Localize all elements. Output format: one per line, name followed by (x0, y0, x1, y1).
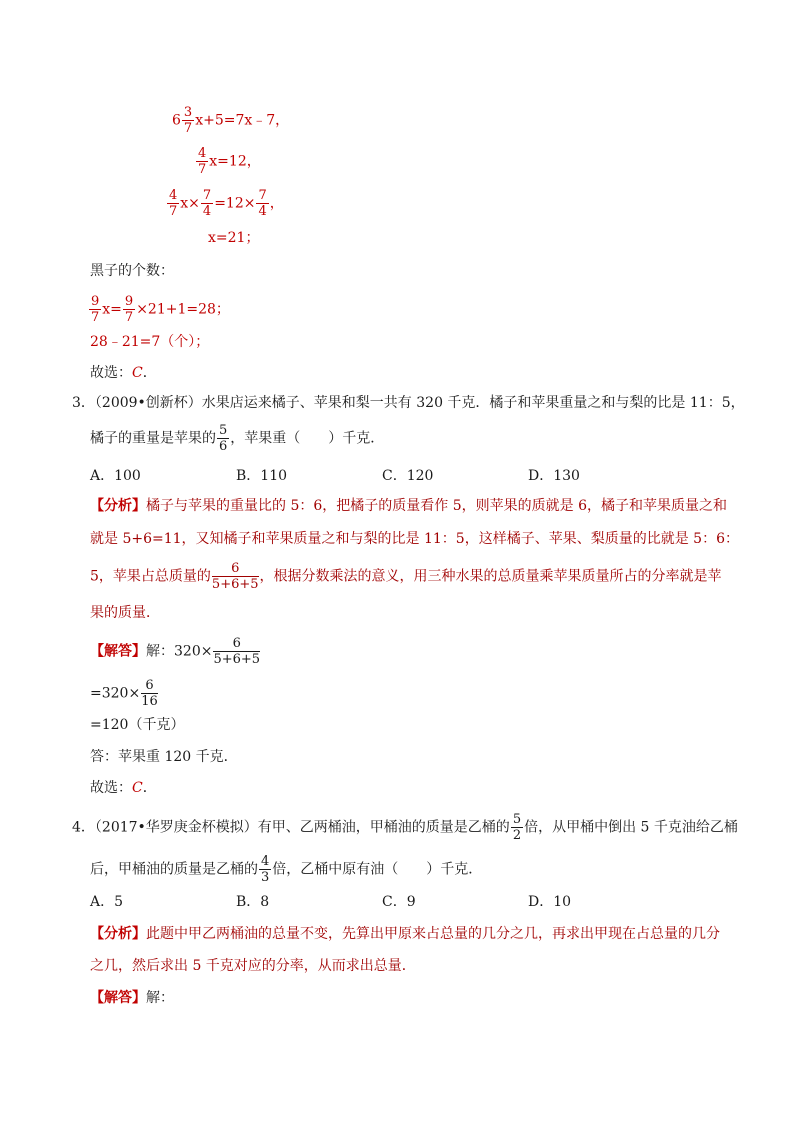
fraction: $\frac{6}{5+6+5}$ (211, 561, 259, 592)
option-c[interactable]: C．120 (382, 468, 434, 484)
question-4-line-1: 4．（2017•华罗庚金杯模拟）有甲、乙两桶油，甲桶油的质量是乙桶的 $\frac{5}{2}$ 倍，从甲桶中倒出 5 千克油给乙桶 (72, 812, 738, 843)
question-3-solution: 【解答】解：320× $\frac{6}{5+6+5}$ (90, 636, 261, 667)
fraction: $\frac{7}{4}$ (202, 188, 212, 219)
option-b[interactable]: B．8 (236, 894, 270, 910)
question-3-line-2: 橘子的重量是苹果的 $\frac{5}{6}$ ，苹果重（ ）千克． (90, 423, 385, 454)
fraction: $\frac{6}{5+6+5}$ (213, 636, 261, 667)
option-d[interactable]: D．130 (528, 468, 580, 484)
question-3-line-1: 3．（2009•创新杯）水果店运来橘子、苹果和梨一共有 320 千克．橘子和苹果重量之和与梨的比是 11：5， (72, 395, 745, 411)
fraction: $\frac{7}{4}$ (258, 188, 267, 219)
equation-line-1: 6 $\frac{3}{7}$ x+5=7x﹣7， (172, 105, 290, 136)
analysis-tag: 【分析】 (90, 926, 146, 942)
question-number: 3． (72, 395, 95, 411)
question-3-analysis-3: 5，苹果占总质量的 $\frac{6}{5+6+5}$ ，根据分数乘法的意义，用三种水果的总质量乘苹果质量所占的分率就是苹 (90, 561, 722, 592)
fraction: $\frac{4}{7}$ (198, 146, 207, 177)
option-a[interactable]: A．100 (90, 468, 141, 484)
question-3-options (90, 467, 674, 485)
option-d[interactable]: D．10 (528, 894, 572, 910)
prev-answer-choice: 故选：C． (90, 365, 157, 381)
question-4-analysis-2: 之几，然后求出 5 千克对应的分率，从而求出总量． (90, 958, 416, 974)
fraction: $\frac{5}{6}$ (219, 423, 228, 454)
question-3-choice: 故选：C． (90, 780, 157, 796)
question-4-analysis-1: 【分析】此题中甲乙两桶油的总量不变，先算出甲原来占总量的几分之几，再求出甲现在占总量的几分 (90, 926, 720, 942)
option-c[interactable]: C．9 (382, 894, 416, 910)
analysis-tag: 【分析】 (90, 498, 146, 514)
question-3-analysis-1: 【分析】橘子与苹果的重量比的 5：6，把橘子的质量看作 5，则苹果的质就是 6，橘子和苹果质量之和 (90, 498, 727, 514)
question-4-solution: 【解答】解： (90, 990, 174, 1006)
solution-tag: 【解答】 (90, 990, 146, 1006)
question-4-options (90, 893, 674, 911)
equation-line-2: $\frac{4}{7}$ x=12， (198, 146, 261, 177)
option-b[interactable]: B．110 (236, 468, 288, 484)
fraction: $\frac{9}{7}$ (124, 294, 134, 325)
option-a[interactable]: A．5 (90, 894, 124, 910)
fraction: $\frac{9}{7}$ (91, 294, 100, 325)
equation-line-4: x=21； (208, 230, 260, 246)
difference-calc: 28﹣21=7（个）； (90, 334, 210, 350)
fraction: $\frac{4}{7}$ (169, 188, 178, 219)
fraction: $\frac{3}{7}$ (183, 105, 193, 136)
question-3-analysis-4: 果的质量． (90, 605, 160, 621)
question-4-line-2: 后，甲桶油的质量是乙桶的 $\frac{4}{3}$ 倍，乙桶中原有油（ ）千克． (90, 854, 483, 885)
question-3-answer: 答：苹果重 120 千克． (90, 749, 238, 765)
black-count-label: 黑子的个数： (90, 263, 174, 279)
question-3-analysis-2: 就是 5+6=11，又知橘子和苹果质量之和与梨的比是 11：5，这样橘子、苹果、梨质量的比就是 5：6： (90, 531, 739, 547)
black-count-calc: $\frac{9}{7}$ x= $\frac{9}{7}$ ×21+1=28； (91, 294, 230, 325)
question-3-step-2: =320× $\frac{6}{16}$ (90, 678, 158, 709)
solution-tag: 【解答】 (90, 643, 146, 660)
equation-line-3: $\frac{4}{7}$ x× $\frac{7}{4}$ =12× $\frac{7}{4}$ ， (169, 188, 284, 219)
fraction: $\frac{5}{2}$ (512, 812, 522, 843)
question-number: 4． (72, 819, 95, 836)
question-3-step-3: =120（千克） (90, 717, 185, 733)
fraction: $\frac{6}{16}$ (141, 678, 158, 709)
fraction: $\frac{4}{3}$ (261, 854, 270, 885)
